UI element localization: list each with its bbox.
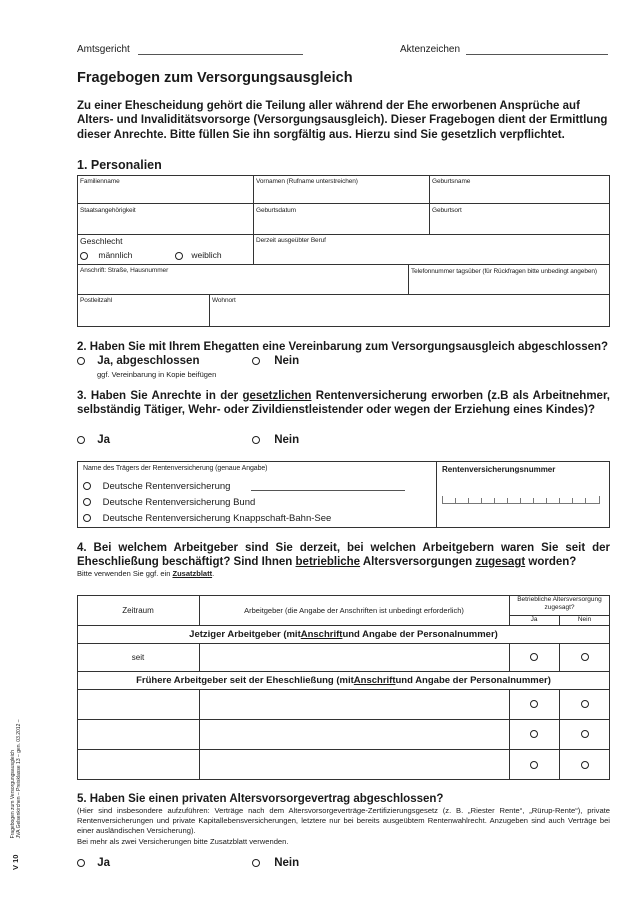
- s2-note: ggf. Vereinbarung in Kopie beifügen: [97, 370, 217, 379]
- carrier-label: Name des Trägers der Rentenversicherung (genaue Angabe): [83, 465, 268, 472]
- female-radio[interactable]: [175, 252, 183, 260]
- former-2-yes-radio[interactable]: [530, 730, 538, 738]
- section-2-question: 2. Haben Sie mit Ihrem Ehegatten eine Vereinbarung zum Versorgungsausgleich abgeschlossen?: [77, 341, 609, 353]
- male-label: männlich: [98, 250, 133, 260]
- col-pension-header: Betriebliche Altersversorgung zugesagt?: [517, 596, 602, 611]
- nationality-label: Staatsangehörigkeit: [80, 207, 136, 214]
- s2-yes-label: Ja, abgeschlossen: [97, 355, 200, 367]
- former-employer-field-2[interactable]: [200, 720, 508, 748]
- female-label: weiblich: [191, 250, 222, 260]
- form-id: V 10: [11, 854, 21, 870]
- former-2-pension-yes[interactable]: [509, 719, 559, 749]
- s5-yes-option[interactable]: [77, 857, 110, 869]
- s3-no-label: Nein: [274, 434, 300, 446]
- s3-no-radio[interactable]: [252, 436, 260, 444]
- current-pension-yes[interactable]: [509, 643, 559, 671]
- former-employer-field-1[interactable]: [200, 690, 508, 718]
- since-label: seit: [131, 652, 145, 662]
- s5-no-radio[interactable]: [252, 859, 260, 867]
- insurance-number-field[interactable]: [442, 494, 600, 504]
- former-3-yes-radio[interactable]: [530, 761, 538, 769]
- court-label: Amtsgericht: [77, 44, 130, 55]
- form-footer-line-1: Fragebogen zum Versorgungsausgleich: [10, 749, 16, 839]
- male-radio[interactable]: [80, 252, 88, 260]
- occupation-label: Derzeit ausgeübter Beruf: [256, 237, 326, 244]
- former-1-pension-no[interactable]: [559, 689, 610, 719]
- former-1-pension-yes[interactable]: [509, 689, 559, 719]
- court-field[interactable]: [138, 44, 303, 55]
- s3-yes-option[interactable]: [77, 434, 110, 446]
- col-yes-header: Ja: [530, 616, 538, 623]
- col-period-header: Zeitraum: [122, 605, 154, 615]
- family-name-label: Familienname: [80, 178, 120, 185]
- phone-label: Telefonnummer tagsüber (für Rückfragen bitte unbedingt angeben): [411, 268, 597, 275]
- s2-yes-radio[interactable]: [77, 357, 85, 365]
- s2-no-option[interactable]: [252, 355, 299, 367]
- s5-yes-radio[interactable]: [77, 859, 85, 867]
- carrier-1-label: Deutsche Rentenversicherung: [102, 481, 231, 492]
- section-1-heading: 1. Personalien: [77, 158, 162, 172]
- gender-female-option[interactable]: [175, 250, 222, 260]
- gender-male-option[interactable]: [80, 250, 132, 260]
- former-employer-row-header: Frühere Arbeitgeber seit der Eheschließung (mit Anschrift und Angabe der Personalnummer): [136, 674, 551, 686]
- former-3-pension-yes[interactable]: [509, 749, 559, 780]
- section-5-question: 5. Haben Sie einen privaten Altersvorsorgevertrag abgeschlossen?: [77, 793, 444, 805]
- former-employer-field-3[interactable]: [200, 750, 508, 779]
- form-footer-line-2: JVA Gelsenkirchen – Preisklasse 13 – gen. 03.2012 –: [16, 719, 22, 839]
- residence-label: Wohnort: [212, 297, 236, 304]
- current-employer-row-header: Jetziger Arbeitgeber (mit Anschrift und Angabe der Personalnummer): [189, 628, 498, 640]
- s2-no-label: Nein: [274, 355, 300, 367]
- birth-date-label: Geburtsdatum: [256, 207, 296, 214]
- current-employer-field[interactable]: [200, 644, 508, 670]
- s5-no-option[interactable]: [252, 857, 299, 869]
- col-employer-header: Arbeitgeber (die Angabe der Anschriften ist unbedingt erforderlich): [244, 605, 464, 615]
- current-no-radio[interactable]: [581, 653, 589, 661]
- s4-note: Bitte verwenden Sie ggf. ein Zusatzblatt.: [77, 569, 215, 578]
- s3-yes-radio[interactable]: [77, 436, 85, 444]
- carrier-2-label: Deutsche Rentenversicherung Bund: [102, 497, 256, 508]
- file-ref-label: Aktenzeichen: [400, 44, 461, 55]
- section-3-question: 3. Haben Sie Anrechte in der gesetzlichen Rentenversicherung erworben (z.B als Arbeitnehmer, selbständig Tätiger, Wehr- oder Zivildienstleistender oder wegen der Erziehung eines Kindes)?: [77, 390, 610, 416]
- former-3-no-radio[interactable]: [581, 761, 589, 769]
- personal-data-grid: [77, 175, 610, 327]
- former-period-field-2[interactable]: [78, 720, 198, 748]
- page-title: Fragebogen zum Versorgungsausgleich: [77, 70, 353, 86]
- col-no-header: Nein: [577, 616, 592, 623]
- s2-yes-option[interactable]: [77, 355, 199, 367]
- carrier-option-3[interactable]: [83, 513, 331, 524]
- former-1-yes-radio[interactable]: [530, 700, 538, 708]
- birth-name-label: Geburtsname: [432, 178, 471, 185]
- current-yes-radio[interactable]: [530, 653, 538, 661]
- file-ref-field[interactable]: [466, 44, 608, 55]
- carrier-1-radio[interactable]: [83, 482, 91, 490]
- current-pension-no[interactable]: [559, 643, 610, 671]
- former-period-field-1[interactable]: [78, 690, 198, 718]
- insurance-number-label: Rentenversicherungsnummer: [442, 465, 556, 474]
- address-label: Anschrift: Straße, Hausnummer: [80, 267, 169, 274]
- carrier-option-2[interactable]: [83, 497, 255, 508]
- s2-no-radio[interactable]: [252, 357, 260, 365]
- section-4-question: 4. Bei welchem Arbeitgeber sind Sie derzeit, bei welchen Arbeitgebern waren Sie seit der Eheschließung beschäftigt? Sind Ihnen betriebliche Altersversorgungen zugesagt worden?: [77, 542, 610, 568]
- birth-place-label: Geburtsort: [432, 207, 462, 214]
- s3-no-option[interactable]: [252, 434, 299, 446]
- carrier-2-radio[interactable]: [83, 498, 91, 506]
- former-2-no-radio[interactable]: [581, 730, 589, 738]
- carrier-option-1[interactable]: [83, 481, 230, 492]
- s5-body-2: Bei mehr als zwei Versicherungen bitte Zusatzblatt verwenden.: [77, 837, 289, 846]
- former-1-no-radio[interactable]: [581, 700, 589, 708]
- former-period-field-3[interactable]: [78, 750, 198, 779]
- s3-yes-label: Ja: [97, 434, 110, 446]
- first-names-label: Vornamen (Rufname unterstreichen): [256, 178, 358, 185]
- carrier-3-radio[interactable]: [83, 514, 91, 522]
- s5-body: (Hier sind insbesondere aufzuführen: Verträge nach dem Altersvorsorgeverträge-Zertifizierungsgesetz (z. B. „Riester Rente“, „Rürup-Rente“), private Rentenversicherungen und private Kapitallebensversicherungen, letztere nur bei bereits ausgeübtem Rentenwahlrecht. Anzugeben sind auch Verträge bei einer ausländischen Versicherung).: [77, 806, 610, 836]
- form-sidebar: [10, 719, 22, 870]
- intro-text: Zu einer Ehescheidung gehört die Teilung aller während der Ehe erworbenen Ansprüche auf Alters- und Invaliditätsvorsorge (Versorgungsausgleich). Dieser Fragebogen dient der Ermittlung dieser Anrechte. Bitte füllen Sie ihn sorgfältig aus. Hierzu sind Sie gesetzlich verpflichtet.: [77, 100, 608, 141]
- carrier-3-label: Deutsche Rentenversicherung Knappschaft-Bahn-See: [102, 513, 332, 524]
- gender-label: Geschlecht: [80, 236, 123, 246]
- former-2-pension-no[interactable]: [559, 719, 610, 749]
- postcode-label: Postleitzahl: [80, 297, 113, 304]
- s5-no-label: Nein: [274, 857, 300, 869]
- former-3-pension-no[interactable]: [559, 749, 610, 780]
- s5-yes-label: Ja: [97, 857, 110, 869]
- carrier-1-name-field[interactable]: [251, 481, 405, 491]
